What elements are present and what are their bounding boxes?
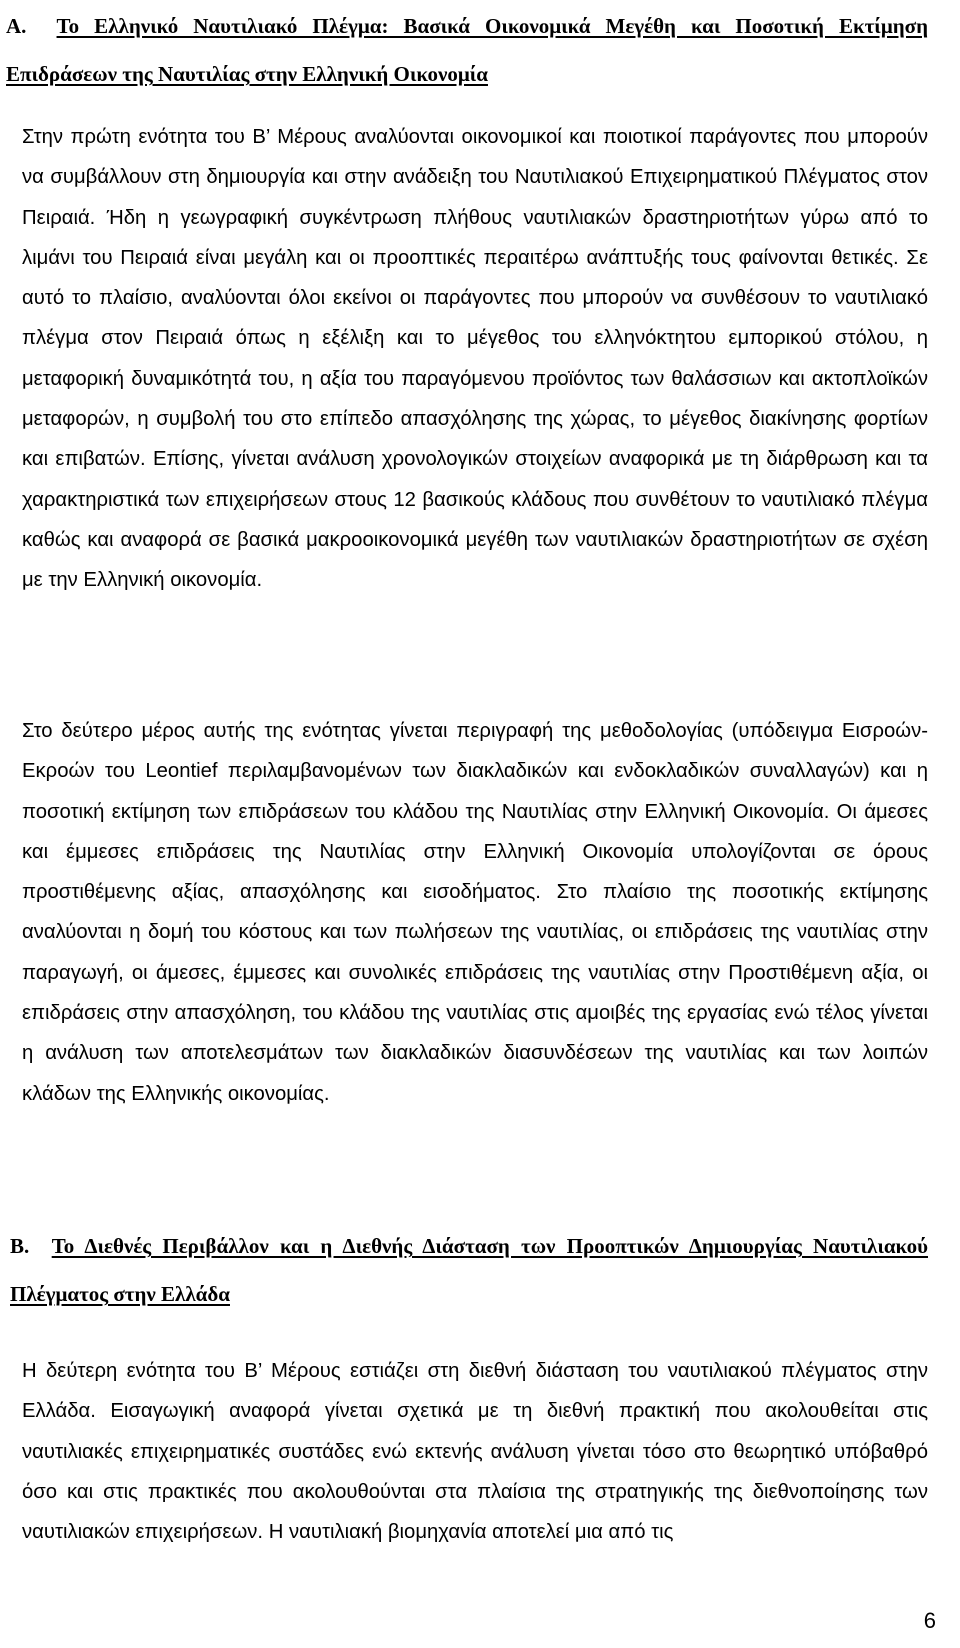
section-a-paragraph-1: Στην πρώτη ενότητα του Β’ Μέρους αναλύονται οικονομικοί και ποιοτικοί παράγοντες που μπορούν να συμβάλλουν στη δημιουργία και στην ανάδειξη του Ναυτιλιακού Επιχειρηματικού Πλέγματος στον Πειραιά. Ήδη η γεωγραφική συγκέντρωση πλήθους ναυτιλιακών δραστηριοτήτων γύρω από το λιμάνι του Πειραιά είναι μεγάλη και οι προοπτικές περαιτέρω ανάπτυξής τους φαίνονται θετικές. Σε αυτό το πλαίσιο, αναλύονται όλοι εκείνοι οι παράγοντες που μπορούν να συνθέσουν το ναυτιλιακό πλέγμα στον Πειραιά όπως η εξέλιξη και το μέγεθος του ελληνόκτητου εμπορικού στόλου, η μεταφορική δυναμικότητά του, η αξία του παραγόμενου προϊόντος των θαλάσσιων και ακτοπλοϊκών μεταφορών, η συμβολή του στο επίπεδο απασχόλησης της χώρας, το μέγεθος διακίνησης φορτίων και επιβατών. Επίσης, γίνεται ανάλυση χρονολογικών στοιχείων αναφορικά με τη διάρθρωση και τα χαρακτηριστικά των επιχειρήσεων στους 12 βασικούς κλάδους που συνθέτουν το ναυτιλιακό πλέγμα καθώς και αναφορά σε βασικά μακροοικονομικά μεγέθη των ναυτιλιακών δραστηριοτήτων σε σχέση με την Ελληνική οικονομία.: [22, 126, 928, 592]
section-a-paragraph-2: Στο δεύτερο μέρος αυτής της ενότητας γίνεται περιγραφή της μεθοδολογίας (υπόδειγμα Εισροών-Εκροών του Leontief περιλαμβανομένων των διακλαδικών και ενδοκλαδικών συναλλαγών) και η ποσοτική εκτίμηση των επιδράσεων του κλάδου της Ναυτιλίας στην Ελληνική Οικονομία. Οι άμεσες και έμμεσες επιδράσεις της Ναυτιλίας στην Ελληνική Οικονομία υπολογίζονται σε όρους προστιθέμενης αξίας, απασχόλησης και εισοδήματος. Στο πλαίσιο της ποσοτικής εκτίμησης αναλύονται η δομή του κόστους και των πωλήσεων της ναυτιλίας, οι επιδράσεις της ναυτιλίας στην παραγωγή, οι άμεσες, έμμεσες και συνολικές επιδράσεις της ναυτιλίας στην Προστιθέμενη αξία, οι επιδράσεις στην απασχόληση, του κλάδου της ναυτιλίας στις αμοιβές της εργασίας ενώ τέλος γίνεται η ανάλυση των αποτελεσμάτων των διακλαδικών διασυνδέσεων της ναυτιλίας και των λοιπών κλάδων της Ελληνικής οικονομίας.: [22, 720, 928, 1105]
section-a-title: Το Ελληνικό Ναυτιλιακό Πλέγμα: Βασικά Οικονομικά Μεγέθη και Ποσοτική Εκτίμηση Επιδράσεων της Ναυτιλίας στην Ελληνική Οικονομία: [6, 14, 929, 86]
section-b-heading: [10, 1222, 928, 1318]
section-b-title: Το Διεθνές Περιβάλλον και η Διεθνής Διάσταση των Προοπτικών Δημιουργίας Ναυτιλιακού Πλέγματος στην Ελλάδα: [10, 1234, 928, 1306]
page-number: 6: [923, 1608, 936, 1633]
section-b-label: B.: [10, 1234, 30, 1258]
section-a-heading: [6, 2, 928, 98]
section-a-label: A.: [6, 14, 27, 38]
section-b-paragraph-1: Η δεύτερη ενότητα του Β’ Μέρους εστιάζει στη διεθνή διάσταση του ναυτιλιακού πλέγματος στην Ελλάδα. Εισαγωγική αναφορά γίνεται σχετικά με τη διεθνή πρακτική που ακολουθείται στις ναυτιλιακές επιχειρηματικές συστάδες ενώ εκτενής ανάλυση γίνεται τόσο στο θεωρητικό υπόβαθρό όσο και στις πρακτικές που ακολουθούνται στα πλαίσια της στρατηγικής της διεθνοποίησης των ναυτιλιακών επιχειρήσεων. Η ναυτιλιακή βιομηχανία αποτελεί μια από τις: [22, 1360, 928, 1544]
